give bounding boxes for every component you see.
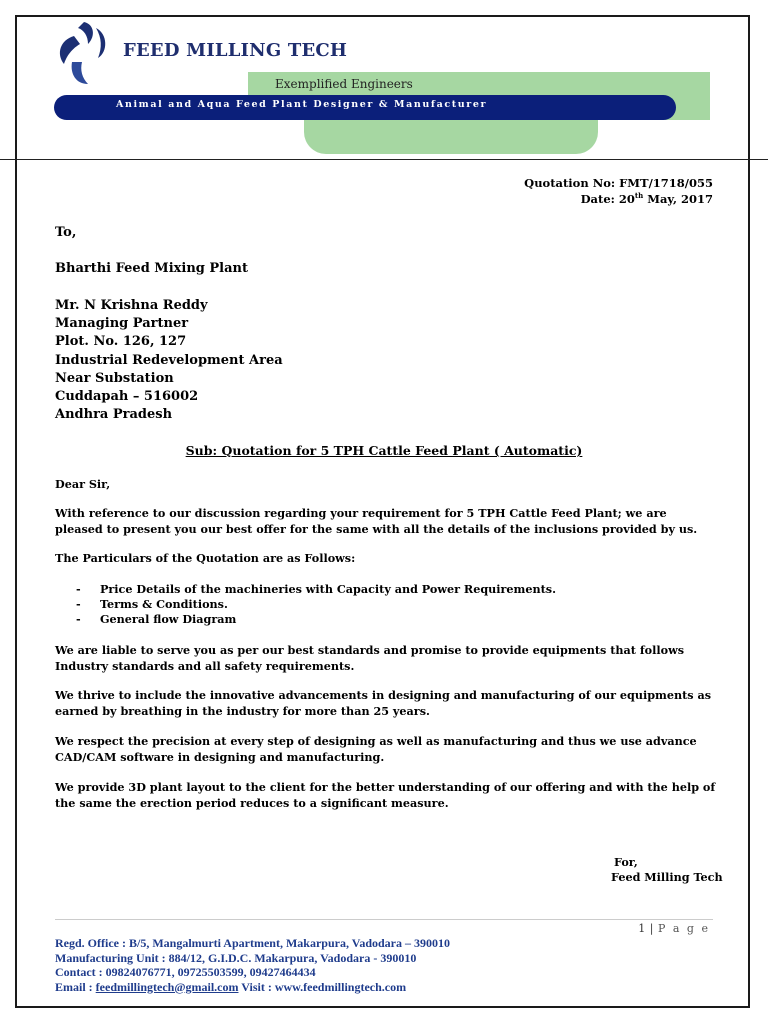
footer-divider bbox=[55, 919, 713, 920]
closing-company: Feed Milling Tech bbox=[611, 870, 723, 884]
subject-line: Sub: Quotation for 5 TPH Cattle Feed Plant ( Automatic) bbox=[185, 443, 583, 458]
recipient-address bbox=[55, 297, 283, 424]
address-line: Managing Partner bbox=[55, 316, 189, 332]
paragraph-precision: We respect the precision at every step of designing as well as manufacturing and thus we use advance CAD/CAM software in designing and manufacturing. bbox=[55, 734, 697, 764]
quotation-number: Quotation No: FMT/1718/055 bbox=[524, 176, 713, 190]
closing-for: For, bbox=[614, 855, 638, 869]
address-line: Plot. No. 126, 127 bbox=[55, 334, 187, 350]
particulars-list bbox=[76, 582, 556, 627]
salutation: Dear Sir, bbox=[55, 477, 111, 491]
list-item: - Terms & Conditions. bbox=[76, 597, 228, 611]
list-item: - Price Details of the machineries with Capacity and Power Requirements. bbox=[76, 582, 557, 596]
paragraph-standards: We are liable to serve you as per our best standards and promise to provide equipments that follows Industry standards and all safety requirements. bbox=[55, 643, 685, 673]
particulars-heading: The Particulars of the Quotation are as Follows: bbox=[55, 551, 356, 565]
paragraph-innovation: We thrive to include the innovative advancements in designing and manufacturing of our equipments as earned by breathing in the industry for more than 25 years. bbox=[55, 688, 712, 718]
address-line: Mr. N Krishna Reddy bbox=[55, 298, 208, 313]
address-line: Andhra Pradesh bbox=[55, 407, 173, 423]
paragraph-intro: With reference to our discussion regarding your requirement for 5 TPH Cattle Feed Plant; we are pleased to present you our best offer for the same with all the details of the inclusions provided by us. bbox=[55, 506, 698, 536]
quotation-date: Date: 20th May, 2017 bbox=[580, 191, 713, 206]
footer-email-visit: Email : feedmillingtech@gmail.com Visit : www.feedmillingtech.com bbox=[55, 979, 407, 994]
list-item: - General flow Diagram bbox=[76, 612, 237, 626]
header-divider bbox=[0, 159, 768, 160]
brand-name: FEED MILLING TECH bbox=[123, 40, 348, 61]
header-banner bbox=[54, 95, 676, 120]
tagline: Exemplified Engineers bbox=[275, 77, 413, 91]
footer-contact: Contact : 09824076771, 09725503599, 09427464434 bbox=[55, 965, 316, 979]
address-line: Near Substation bbox=[55, 370, 174, 386]
footer-regd-office: Regd. Office : B/5, Mangalmurti Apartment, Makarpura, Vadodara – 390010 bbox=[55, 936, 450, 950]
footer-contact-block bbox=[55, 936, 450, 994]
address-line: Industrial Redevelopment Area bbox=[55, 352, 283, 368]
address-line: Cuddapah – 516002 bbox=[55, 389, 199, 405]
feed-milling-logo-icon bbox=[52, 18, 114, 86]
paragraph-3d-layout: We provide 3D plant layout to the client for the better understanding of our offering and with the help of the same the erection period reduces to a significant measure. bbox=[55, 780, 716, 810]
page-number: 1 | P a g e bbox=[638, 922, 710, 935]
to-label: To, bbox=[55, 225, 77, 240]
email-link[interactable]: feedmillingtech@gmail.com bbox=[95, 979, 239, 994]
recipient-company: Bharthi Feed Mixing Plant bbox=[55, 261, 248, 276]
closing-signature bbox=[611, 855, 723, 885]
footer-manufacturing-unit: Manufacturing Unit : 884/12, G.I.D.C. Makarpura, Vadodara - 390010 bbox=[55, 950, 417, 965]
banner-text: Animal and Aqua Feed Plant Designer & Manufacturer bbox=[116, 99, 488, 110]
